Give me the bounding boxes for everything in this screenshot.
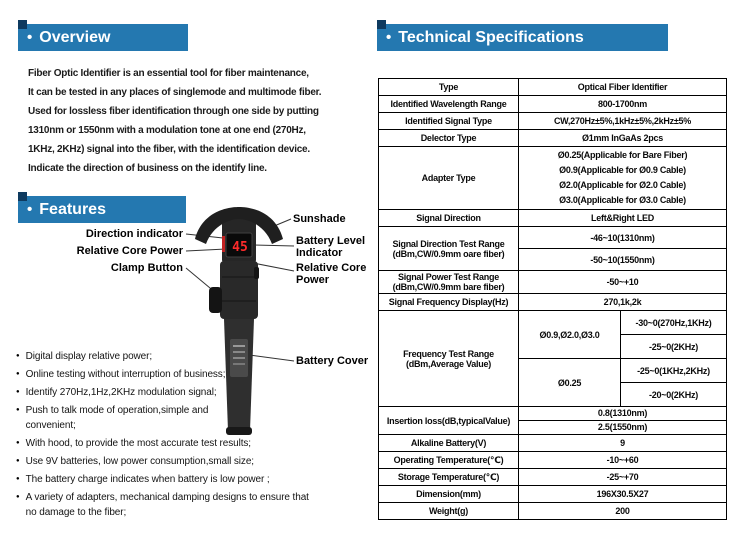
spec-value: 800-1700nm — [519, 96, 727, 113]
spec-label: Insertion loss(dB,typicalValue) — [379, 407, 519, 435]
spec-label: Operating Temperature(℃) — [379, 452, 519, 469]
overview-line: It can be tested in any places of singlemode and multimode fiber. — [28, 87, 322, 98]
feature-text: Identify 270Hz,1Hz,2KHz modulation signal; — [25, 387, 217, 398]
spec-value: 2.5(1550nm) — [519, 421, 727, 435]
spec-label: Signal Direction Test Range (dBm,CW/0.9mm oare fiber) — [379, 227, 519, 271]
adapter-value: Ø2.0(Applicable for Ø2.0 Cable) — [559, 180, 686, 190]
spec-value: 0.8(1310nm) — [519, 407, 727, 421]
bullet-icon: ● — [16, 371, 20, 377]
specs-table — [378, 78, 727, 520]
spec-row — [379, 469, 727, 486]
feature-item — [16, 436, 318, 451]
bullet-icon: ● — [16, 476, 20, 482]
spec-label: Storage Temperature(℃) — [379, 469, 519, 486]
feature-text: Online testing without interruption of business; — [25, 369, 226, 380]
spec-row — [379, 210, 727, 227]
spec-label: Signal Power Test Range (dBm,CW/0.9mm bare fiber) — [379, 271, 519, 294]
spec-value: -46~10(1310nm) — [519, 227, 727, 249]
bullet-icon: ● — [16, 458, 20, 464]
bullet-icon: ● — [16, 440, 20, 446]
spec-value: -50~+10 — [519, 271, 727, 294]
spec-value: -50~10(1550nm) — [519, 249, 727, 271]
overview-line: Fiber Optic Identifier is an essential tool for fiber maintenance, — [28, 68, 309, 79]
spec-row-ftr — [379, 311, 727, 335]
spec-value: 200 — [519, 503, 727, 520]
feature-item — [16, 367, 318, 382]
spec-value: Ø1mm InGaAs 2pcs — [519, 130, 727, 147]
callout-battery-cover: Battery Cover — [296, 355, 369, 367]
overview-line: 1310nm or 1550nm with a modulation tone at one end (270Hz, — [28, 125, 306, 136]
spec-label: Weight(g) — [379, 503, 519, 520]
features-list — [16, 349, 318, 523]
spec-row-sptr — [379, 271, 727, 294]
feature-text: A variety of adapters, mechanical damping designs to ensure that no damage to the fiber; — [25, 492, 309, 518]
spec-label: Frequency Test Range (dBm,Average Value) — [379, 311, 519, 407]
spec-label: Type — [379, 79, 519, 96]
banner-bullet-icon: • — [27, 29, 33, 46]
spec-row-insertion — [379, 407, 727, 421]
feature-text: Digital display relative power; — [25, 351, 153, 362]
spec-value: -25~+70 — [519, 469, 727, 486]
callout-line — [254, 245, 294, 246]
feature-item — [16, 454, 318, 469]
spec-row — [379, 130, 727, 147]
spec-value — [519, 147, 727, 210]
spec-value: Optical Fiber Identifier — [519, 79, 727, 96]
callout-relative-core-power-right: Relative Core Power — [296, 262, 367, 286]
adapter-value: Ø3.0(Applicable for Ø3.0 Cable) — [559, 195, 686, 205]
side-button — [254, 267, 259, 279]
banner-bullet-icon: • — [386, 29, 392, 46]
spec-row — [379, 435, 727, 452]
feature-item — [16, 349, 318, 364]
feature-text: Push to talk mode of operation,simple and convenient; — [25, 405, 209, 431]
clamp-trigger — [209, 287, 222, 313]
spec-value: -25~0(2KHz) — [621, 335, 727, 359]
specs-title: Technical Specifications — [398, 28, 584, 46]
callout-sunshade: Sunshade — [293, 213, 346, 225]
spec-row — [379, 96, 727, 113]
callout-line — [253, 263, 294, 271]
spec-value: CW,270Hz±5%,1kHz±5%,2kHz±5% — [519, 113, 727, 130]
section-header-specs — [377, 24, 668, 51]
overview-line: Used for lossless fiber identification through one side by putting — [28, 106, 319, 117]
spec-label: Identified Wavelength Range — [379, 96, 519, 113]
display-value: 45 — [232, 240, 248, 255]
callout-relative-core-power-left: Relative Core Power — [76, 245, 183, 257]
callout-clamp-button: Clamp Button — [110, 262, 183, 274]
spec-row — [379, 486, 727, 503]
spec-value: -20~0(2KHz) — [621, 383, 727, 407]
spec-label: Signal Direction — [379, 210, 519, 227]
feature-item — [16, 472, 318, 487]
feature-text: Use 9V batteries, low power consumption,small size; — [25, 456, 254, 467]
spec-row — [379, 294, 727, 311]
adapter-value: Ø0.9(Applicable for Ø0.9 Cable) — [559, 165, 686, 175]
spec-value: -25~0(1KHz,2KHz) — [621, 359, 727, 383]
overview-line: Indicate the direction of business on the identify line. — [28, 163, 267, 174]
feature-text: With hood, to provide the most accurate test results; — [25, 438, 251, 449]
fiber-type: Ø0.25 — [519, 359, 621, 407]
overview-line: 1KHz, 2KHz) signal into the fiber, with the identification device. — [28, 144, 310, 155]
banner-bullet-icon: • — [27, 201, 33, 218]
bullet-icon: ● — [16, 407, 20, 413]
overview-paragraph — [28, 64, 321, 178]
callout-line — [186, 249, 226, 251]
spec-row-type — [379, 79, 727, 96]
spec-value: 270,1k,2k — [519, 294, 727, 311]
device-mid-body — [220, 261, 258, 319]
spec-label: Signal Frequency Display(Hz) — [379, 294, 519, 311]
feature-item — [16, 403, 318, 433]
feature-text: The battery charge indicates when battery is low power ; — [25, 474, 270, 485]
section-header-overview — [18, 24, 188, 51]
red-indicator — [222, 236, 225, 252]
spec-row — [379, 452, 727, 469]
callout-direction-indicator: Direction indicator — [85, 228, 183, 240]
bullet-icon: ● — [16, 389, 20, 395]
feature-item — [16, 385, 318, 400]
overview-title: Overview — [39, 28, 111, 46]
spec-value: -30~0(270Hz,1KHz) — [621, 311, 727, 335]
feature-item — [16, 490, 318, 520]
spec-value: -10~+60 — [519, 452, 727, 469]
adapter-value: Ø0.25(Applicable for Bare Fiber) — [557, 150, 688, 160]
spec-label: Dimension(mm) — [379, 486, 519, 503]
spec-row — [379, 503, 727, 520]
spec-row — [379, 113, 727, 130]
fiber-type: Ø0.9,Ø2.0,Ø3.0 — [519, 311, 621, 359]
spec-value: Left&Right LED — [519, 210, 727, 227]
spec-label: Adapter Type — [379, 147, 519, 210]
spec-row-adapter — [379, 147, 727, 210]
spec-value: 196X30.5X27 — [519, 486, 727, 503]
bullet-icon: ● — [16, 494, 20, 500]
spec-label: Identified Signal Type — [379, 113, 519, 130]
spec-row-sdtr — [379, 227, 727, 249]
bullet-icon: ● — [16, 353, 20, 359]
callout-battery-level-indicator: Battery Level Indicator — [296, 235, 366, 259]
label-line — [233, 345, 245, 347]
features-title: Features — [39, 200, 106, 218]
spec-label: Alkaline Battery(V) — [379, 435, 519, 452]
spec-value: 9 — [519, 435, 727, 452]
spec-label: Delector Type — [379, 130, 519, 147]
